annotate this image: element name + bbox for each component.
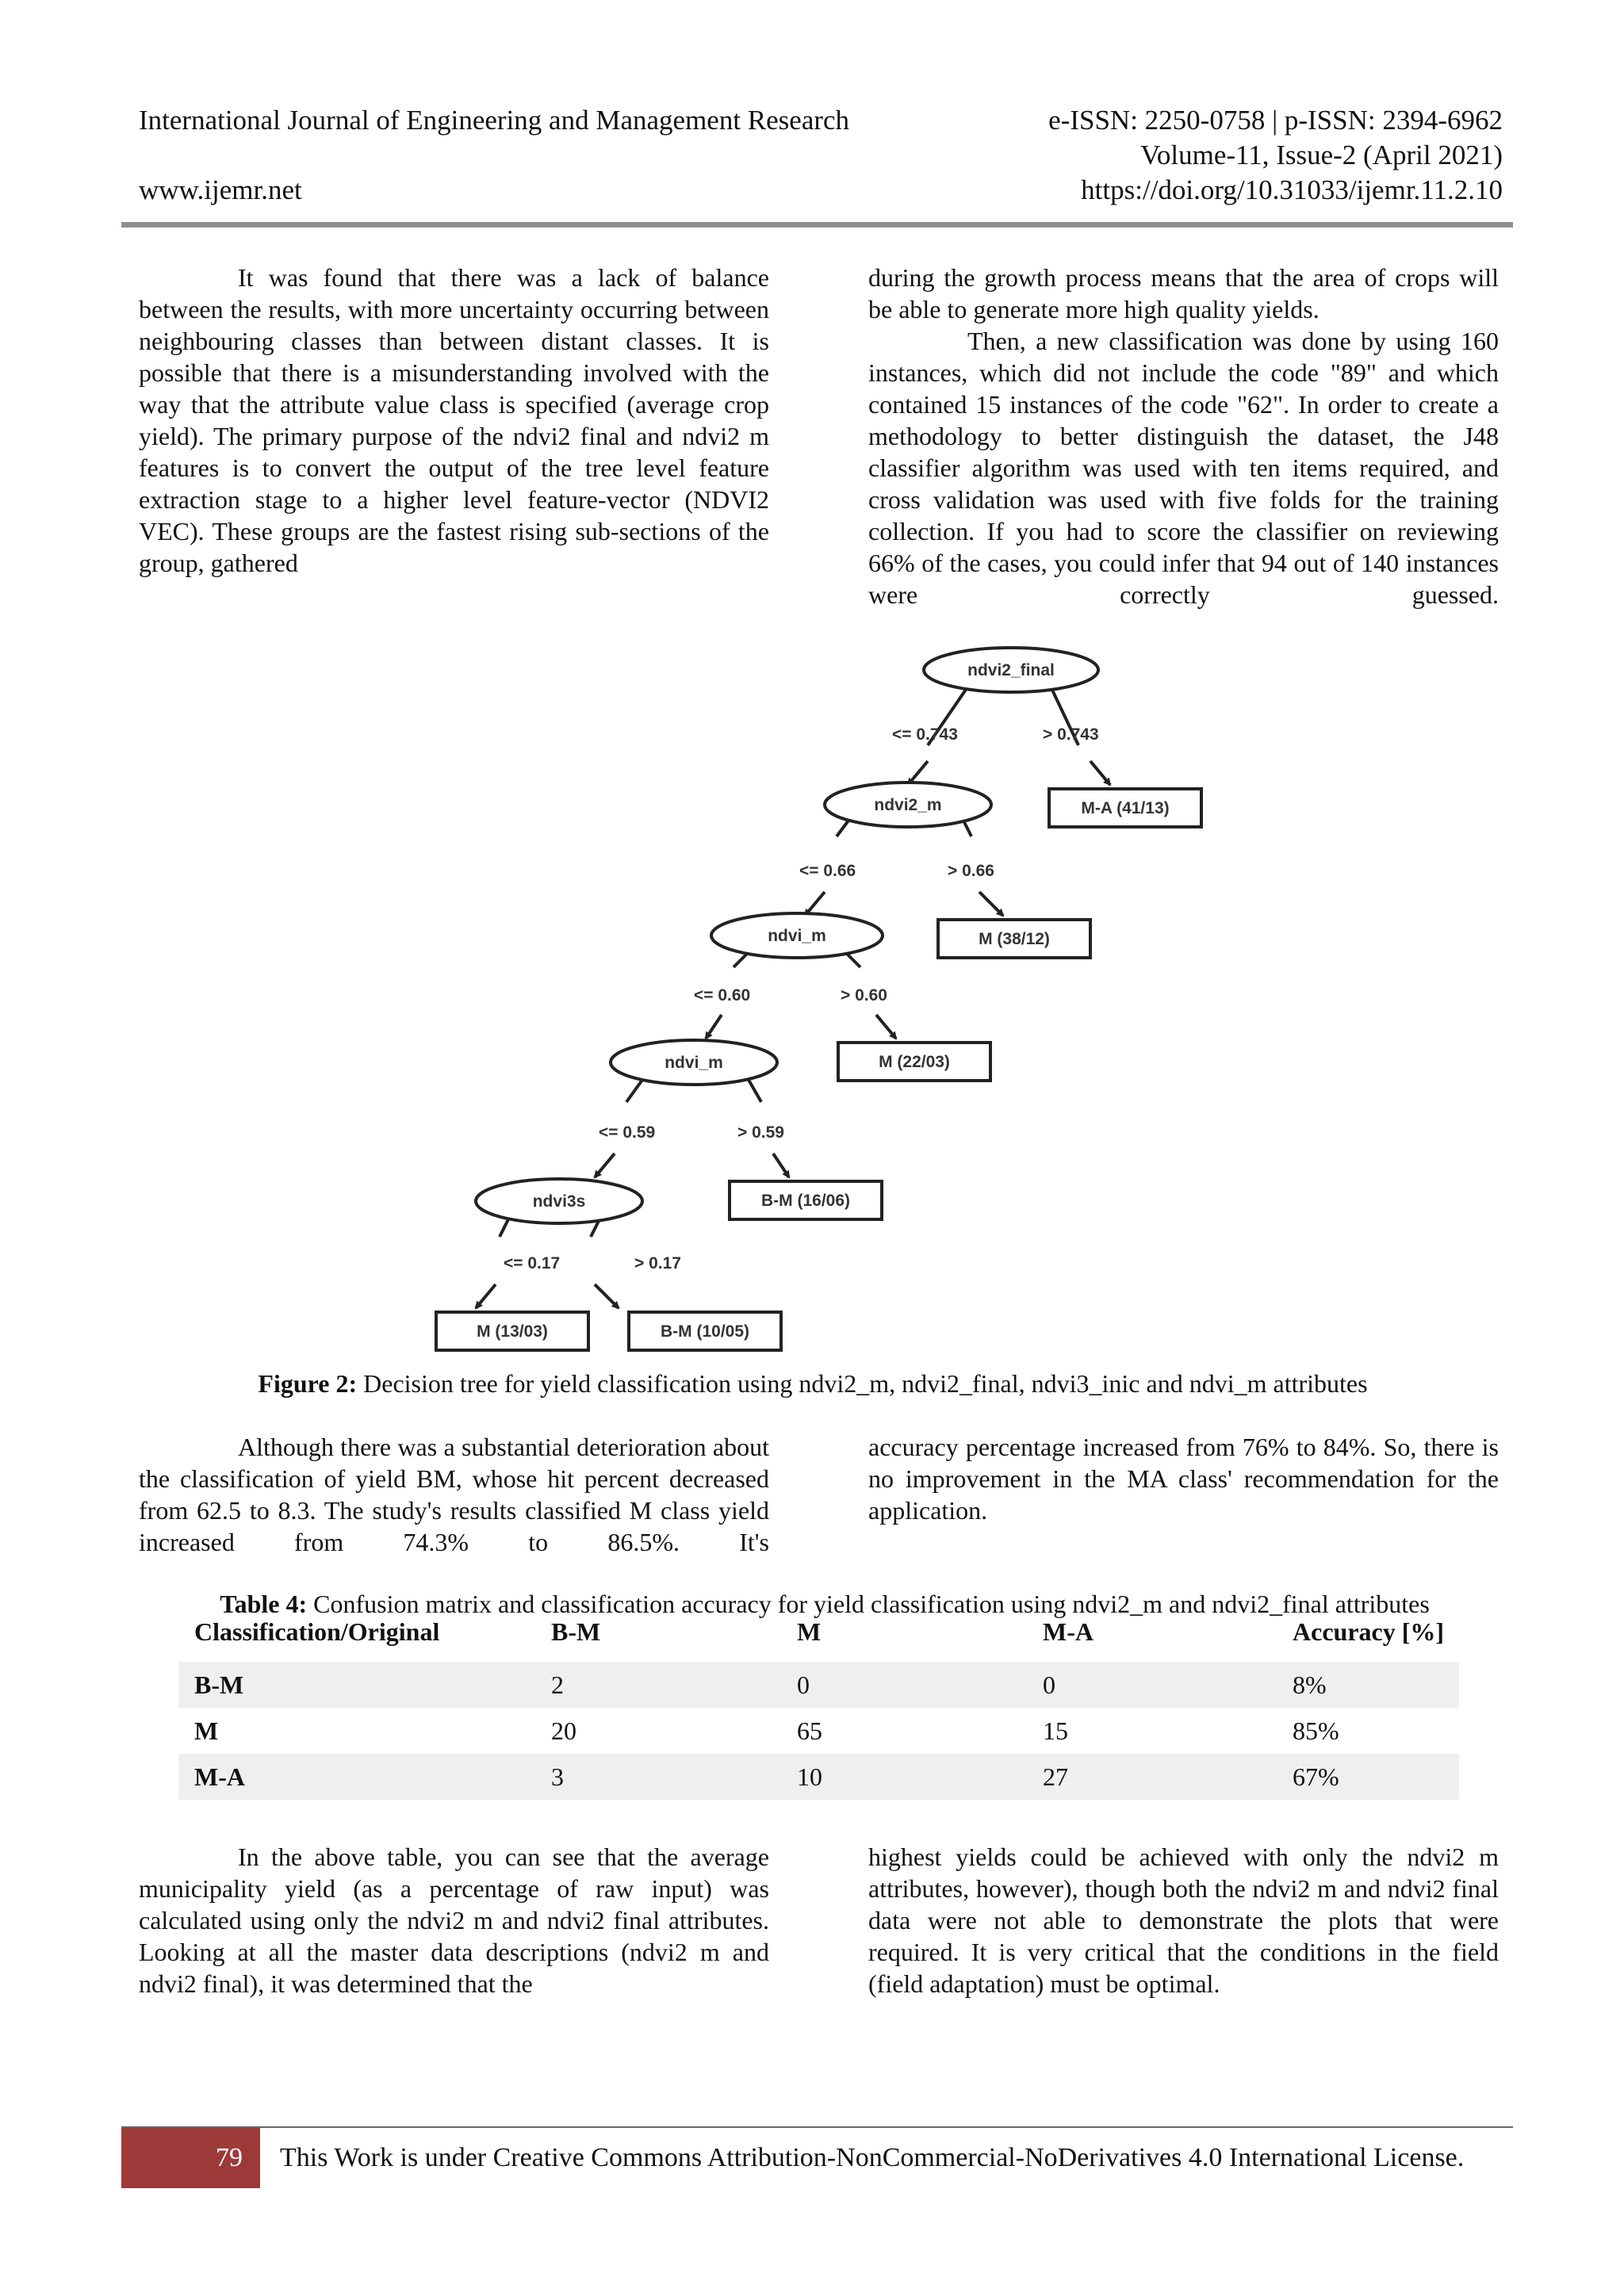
edge-label: <= 0.59 (599, 1123, 656, 1142)
table-cell: 20 (551, 1716, 576, 1745)
volume-issue: Volume-11, Issue-2 (April 2021) (1140, 140, 1503, 170)
row-header: M-A (178, 1754, 535, 1800)
edge-label: > 0.59 (737, 1123, 784, 1142)
edge-label: > 0.17 (634, 1254, 681, 1272)
section3-right-column (868, 1841, 1499, 1999)
section1-left-column (139, 262, 769, 579)
column-header: M (797, 1617, 822, 1646)
column-header: B-M (551, 1617, 601, 1646)
figure-caption-text: Decision tree for yield classification using ndvi2_m, ndvi2_final, ndvi3_inic and ndvi_m attributes (357, 1369, 1368, 1398)
paragraph: It was found that there was a lack of balance between the results, with more uncertainty occurring between neighbouring classes than between distant classes. It is possible that there is a misunderstanding involved with the way that the attribute value class is specified (average crop yield). The primary purpose of the ndvi2 final and ndvi2 m features is to convert the output of the tree level feature extraction stage to a higher level feature-vector (NDVI2 VEC). These groups are the fastest rising sub-sections of the group, gathered (139, 263, 769, 577)
table-row (178, 1662, 1459, 1708)
table-caption-text: Confusion matrix and classification accuracy for yield classification using ndvi2_m and ndvi2_final attributes (307, 1590, 1430, 1618)
section2-right-column (868, 1431, 1499, 1526)
table-cell: 27 (1027, 1754, 1277, 1800)
doi-link[interactable]: https://doi.org/10.31033/ijemr.11.2.10 (1081, 174, 1503, 205)
table-cell: 3 (535, 1754, 781, 1800)
edge-arrow (706, 1015, 722, 1039)
column-header: Accuracy [%] (1293, 1617, 1445, 1646)
table-row (178, 1708, 1459, 1754)
paragraph: during the growth process means that the area of crops will be able to generate more high quality yields. (868, 263, 1499, 323)
table-row (178, 1754, 1459, 1800)
paragraph: Although there was a substantial deterioration about the classification of yield BM, whose hit percent decreased from 62.5 to 8.3. The study's results classified M class yield increased from 74.3% to 86.5%. It's (139, 1433, 769, 1556)
edge-label: <= 0.743 (892, 725, 958, 744)
leaf-label: M (38/12) (979, 930, 1050, 948)
edge-arrow (595, 1284, 619, 1308)
table-cell: 67% (1277, 1754, 1459, 1800)
edge-arrow (1090, 761, 1110, 785)
node-label: ndvi_m (768, 927, 826, 945)
table-cell: 8% (1277, 1662, 1459, 1708)
leaf-label: B-M (10/05) (660, 1322, 750, 1341)
table-cell: 0 (1027, 1662, 1277, 1708)
section3-left-column (139, 1841, 769, 1999)
edge-arrow (773, 1154, 789, 1177)
node-label: ndvi_m (665, 1054, 723, 1072)
leaf-label: M (22/03) (879, 1053, 950, 1071)
edge-label: <= 0.66 (799, 862, 856, 880)
column-header: M-A (1043, 1617, 1094, 1646)
figure-caption (139, 1368, 1487, 1399)
page-header (139, 103, 1503, 208)
leaf-label: M-A (41/13) (1081, 799, 1170, 817)
edge-label: > 0.66 (948, 862, 994, 880)
row-header: B-M (178, 1662, 535, 1708)
edge-label: <= 0.60 (694, 986, 751, 1004)
edge-arrow (595, 1154, 615, 1177)
node-label: ndvi2_m (874, 796, 942, 814)
row-header: M (194, 1716, 219, 1745)
paragraph: accuracy percentage increased from 76% to 84%. So, there is no improvement in the MA class' recommendation for the application. (868, 1433, 1499, 1525)
header-rule (121, 222, 1513, 228)
figure-caption-label: Figure 2: (258, 1369, 358, 1398)
edge-arrow (876, 1015, 896, 1039)
decision-tree-svg (432, 642, 1225, 1356)
edge-label: <= 0.17 (504, 1254, 561, 1272)
paragraph: In the above table, you can see that the average municipality yield (as a percentage of raw input) was calculated using only the ndvi2 m and ndvi2 final attributes. Looking at all the master data descriptions (ndvi2 m and ndvi2 final), it was determined that the (139, 1843, 769, 1998)
table-cell: 65 (797, 1716, 822, 1745)
section1-right-column (868, 262, 1499, 610)
leaf-label: M (13/03) (477, 1322, 548, 1341)
paragraph: Then, a new classification was done by using 160 instances, which did not include the code "89" and which contained 15 instances of the code "62". In order to create a methodology to better distinguish the dataset, the J48 classifier algorithm was used with ten items required, and cross validation was used with five folds for the training collection. If you had to score the classifier on reviewing 66% of the cases, you could infer that 94 out of 140 instances were correctly guessed. (868, 327, 1499, 609)
table-caption (151, 1588, 1499, 1620)
paragraph: highest yields could be achieved with only the ndvi2 m attributes, however), though both the ndvi2 m and ndvi2 final data were not able to demonstrate the plots that were required. It is very critical that the conditions in the field (field adaptation) must be optimal. (868, 1843, 1499, 1998)
table-cell: 2 (535, 1662, 781, 1708)
table-cell: 10 (781, 1754, 1027, 1800)
edge-label: > 0.60 (841, 986, 887, 1004)
confusion-matrix-table (178, 1617, 1459, 1800)
node-label: ndvi2_final (967, 661, 1055, 679)
table-header-row (178, 1617, 1459, 1662)
node-label: ndvi3s (532, 1192, 586, 1211)
table-caption-label: Table 4: (220, 1590, 308, 1618)
journal-name: International Journal of Engineering and Management Research (139, 105, 850, 136)
license-text: This Work is under Creative Commons Attribution-NonCommercial-NoDerivatives 4.0 International License. (280, 2143, 1465, 2172)
edge-label: > 0.743 (1043, 725, 1099, 744)
leaf-label: B-M (16/06) (760, 1192, 851, 1210)
edge-arrow (476, 1284, 496, 1308)
column-header: Classification/Original (194, 1617, 440, 1646)
table-cell: 0 (781, 1662, 1027, 1708)
table-cell: 85% (1293, 1716, 1339, 1745)
decision-tree-figure (432, 642, 1225, 1356)
issn: e-ISSN: 2250-0758 | p-ISSN: 2394-6962 (1048, 105, 1503, 136)
edge-arrow (979, 892, 1003, 916)
website-link[interactable]: www.ijemr.net (139, 174, 302, 205)
table-cell: 15 (1043, 1716, 1068, 1745)
page-number: 79 (121, 2128, 260, 2188)
section2-left-column (139, 1431, 769, 1558)
page-footer (121, 2126, 1513, 2188)
